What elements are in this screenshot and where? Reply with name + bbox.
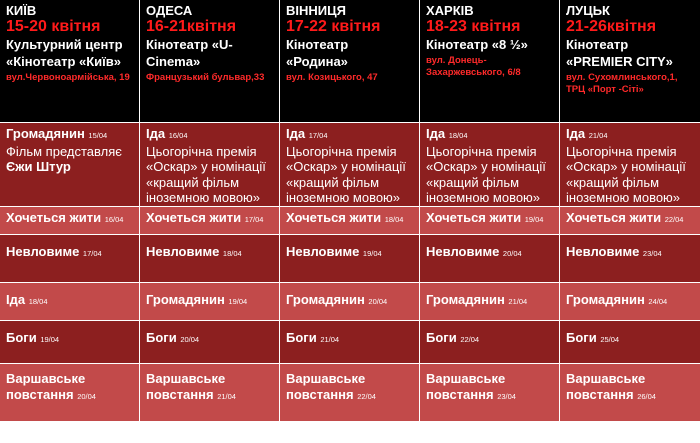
venue: Кінотеатр «PREMIER CITY» bbox=[566, 37, 673, 69]
screening-cell bbox=[420, 123, 560, 207]
screening-date: 25/04 bbox=[600, 335, 620, 344]
screening-cell bbox=[140, 235, 280, 283]
screening-date: 15/04 bbox=[88, 131, 108, 140]
film-title: Іда bbox=[426, 126, 446, 141]
screening-cell bbox=[420, 321, 560, 364]
dates: 15-20 квітня bbox=[6, 18, 101, 35]
film-note: Цьогорічна премія «Оскар» у номінації «кращий фільм іноземною мовою» bbox=[146, 143, 266, 205]
screening-date: 23/04 bbox=[642, 249, 662, 258]
screening-date: 17/04 bbox=[244, 215, 264, 224]
film-title: Хочеться жити bbox=[566, 210, 662, 225]
header-kharkiv bbox=[420, 0, 560, 123]
screening-date: 24/04 bbox=[648, 297, 668, 306]
venue: Культурний центр «Кінотеатр «Київ» bbox=[6, 37, 123, 69]
film-title: Варшавське повстання bbox=[286, 371, 366, 402]
screening-cell bbox=[560, 283, 700, 321]
film-title: Іда bbox=[6, 292, 26, 307]
film-note: Фільм представляє bbox=[6, 143, 122, 159]
screening-cell bbox=[280, 207, 420, 235]
screening-cell bbox=[280, 364, 420, 422]
screening-cell bbox=[0, 123, 140, 207]
screening-date: 21/04 bbox=[508, 297, 528, 306]
city-name: ОДЕСА bbox=[146, 3, 193, 18]
film-title: Невловиме bbox=[426, 244, 500, 259]
screening-cell bbox=[420, 235, 560, 283]
screening-cell bbox=[140, 207, 280, 235]
venue: Кінотеатр «U-Cinema» bbox=[146, 37, 233, 69]
screening-date: 23/04 bbox=[497, 391, 516, 401]
film-title: Боги bbox=[146, 330, 177, 345]
screening-date: 16/04 bbox=[104, 215, 124, 224]
screening-cell bbox=[420, 283, 560, 321]
screening-date: 18/04 bbox=[222, 249, 242, 258]
screening-cell bbox=[420, 207, 560, 235]
screening-date: 21/04 bbox=[588, 131, 608, 140]
address: Французький бульвар,33 bbox=[146, 72, 265, 83]
screening-date: 20/04 bbox=[77, 391, 96, 401]
film-title: Громадянин bbox=[426, 292, 505, 307]
screening-cell bbox=[0, 235, 140, 283]
film-title: Варшавське повстання bbox=[566, 371, 646, 402]
header-kyiv bbox=[0, 0, 140, 123]
screening-date: 19/04 bbox=[524, 215, 544, 224]
venue: Кінотеатр «Родина» bbox=[286, 37, 349, 69]
film-note: Цьогорічна премія «Оскар» у номінації «кращий фільм іноземною мовою» bbox=[426, 143, 546, 205]
film-title: Боги bbox=[286, 330, 317, 345]
screening-cell bbox=[560, 207, 700, 235]
screening-cell bbox=[140, 283, 280, 321]
city-name: ХАРКІВ bbox=[426, 3, 474, 18]
film-title: Іда bbox=[286, 126, 306, 141]
screening-cell bbox=[560, 364, 700, 422]
screening-date: 19/04 bbox=[40, 335, 60, 344]
film-title: Невловиме bbox=[286, 244, 360, 259]
screening-cell bbox=[280, 235, 420, 283]
screening-cell bbox=[420, 364, 560, 422]
screening-cell bbox=[140, 321, 280, 364]
screening-date: 18/04 bbox=[28, 297, 48, 306]
screening-cell bbox=[280, 123, 420, 207]
city-name: ЛУЦЬК bbox=[566, 3, 610, 18]
dates: 17-22 квітня bbox=[286, 18, 381, 35]
film-note: Цьогорічна премія «Оскар» у номінації «кращий фільм іноземною мовою» bbox=[566, 143, 686, 205]
screening-date: 21/04 bbox=[320, 335, 340, 344]
film-title: Невловиме bbox=[146, 244, 220, 259]
screening-date: 18/04 bbox=[384, 215, 404, 224]
screening-cell bbox=[140, 123, 280, 207]
address: вул.Червоноармійська, 19 bbox=[6, 72, 130, 83]
screening-date: 26/04 bbox=[637, 391, 656, 401]
screening-cell bbox=[0, 207, 140, 235]
screening-cell bbox=[0, 321, 140, 364]
film-presenter: Єжи Штур bbox=[6, 159, 71, 174]
screening-cell bbox=[280, 321, 420, 364]
film-title: Боги bbox=[566, 330, 597, 345]
film-title: Боги bbox=[426, 330, 457, 345]
film-title: Іда bbox=[146, 126, 166, 141]
screening-date: 19/04 bbox=[228, 297, 248, 306]
film-title: Варшавське повстання bbox=[6, 371, 86, 402]
city-name: КИЇВ bbox=[6, 3, 37, 18]
screening-date: 18/04 bbox=[448, 131, 468, 140]
film-title: Варшавське повстання bbox=[146, 371, 226, 402]
screening-date: 20/04 bbox=[368, 297, 388, 306]
screening-date: 20/04 bbox=[502, 249, 522, 258]
film-note: Цьогорічна премія «Оскар» у номінації «кращий фільм іноземною мовою» bbox=[286, 143, 406, 205]
film-title: Іда bbox=[566, 126, 586, 141]
screening-cell bbox=[560, 321, 700, 364]
film-title: Невловиме bbox=[566, 244, 640, 259]
header-lutsk bbox=[560, 0, 700, 123]
film-title: Хочеться жити bbox=[286, 210, 382, 225]
address: вул. Сухомлинського,1, ТРЦ «Порт -Сіті» bbox=[566, 72, 678, 95]
screening-date: 17/04 bbox=[82, 249, 102, 258]
screening-date: 22/04 bbox=[664, 215, 684, 224]
film-title: Хочеться жити bbox=[146, 210, 242, 225]
screening-date: 21/04 bbox=[217, 391, 236, 401]
screening-date: 19/04 bbox=[362, 249, 382, 258]
screening-cell bbox=[140, 364, 280, 422]
film-title: Громадянин bbox=[146, 292, 225, 307]
screening-cell bbox=[560, 235, 700, 283]
film-title: Громадянин bbox=[6, 126, 85, 141]
film-title: Хочеться жити bbox=[426, 210, 522, 225]
screening-cell bbox=[0, 283, 140, 321]
dates: 16-21квітня bbox=[146, 18, 237, 35]
screening-cell bbox=[560, 123, 700, 207]
film-title: Боги bbox=[6, 330, 37, 345]
screening-date: 22/04 bbox=[460, 335, 480, 344]
screening-date: 20/04 bbox=[180, 335, 200, 344]
venue: Кінотеатр «8 ½» bbox=[426, 37, 528, 52]
dates: 18-23 квітня bbox=[426, 18, 521, 35]
film-title: Варшавське повстання bbox=[426, 371, 506, 402]
city-name: ВІННИЦЯ bbox=[286, 3, 346, 18]
screening-cell bbox=[0, 364, 140, 422]
address: вул. Донець-Захаржевського, 6/8 bbox=[426, 55, 521, 78]
screening-date: 17/04 bbox=[308, 131, 328, 140]
film-title: Громадянин bbox=[286, 292, 365, 307]
address: вул. Козицького, 47 bbox=[286, 72, 378, 83]
film-title: Хочеться жити bbox=[6, 210, 102, 225]
screening-cell bbox=[280, 283, 420, 321]
dates: 21-26квітня bbox=[566, 18, 657, 35]
screening-date: 16/04 bbox=[168, 131, 188, 140]
screening-date: 22/04 bbox=[357, 391, 376, 401]
film-title: Громадянин bbox=[566, 292, 645, 307]
header-vinnytsia bbox=[280, 0, 420, 123]
film-title: Невловиме bbox=[6, 244, 80, 259]
header-odesa bbox=[140, 0, 280, 123]
